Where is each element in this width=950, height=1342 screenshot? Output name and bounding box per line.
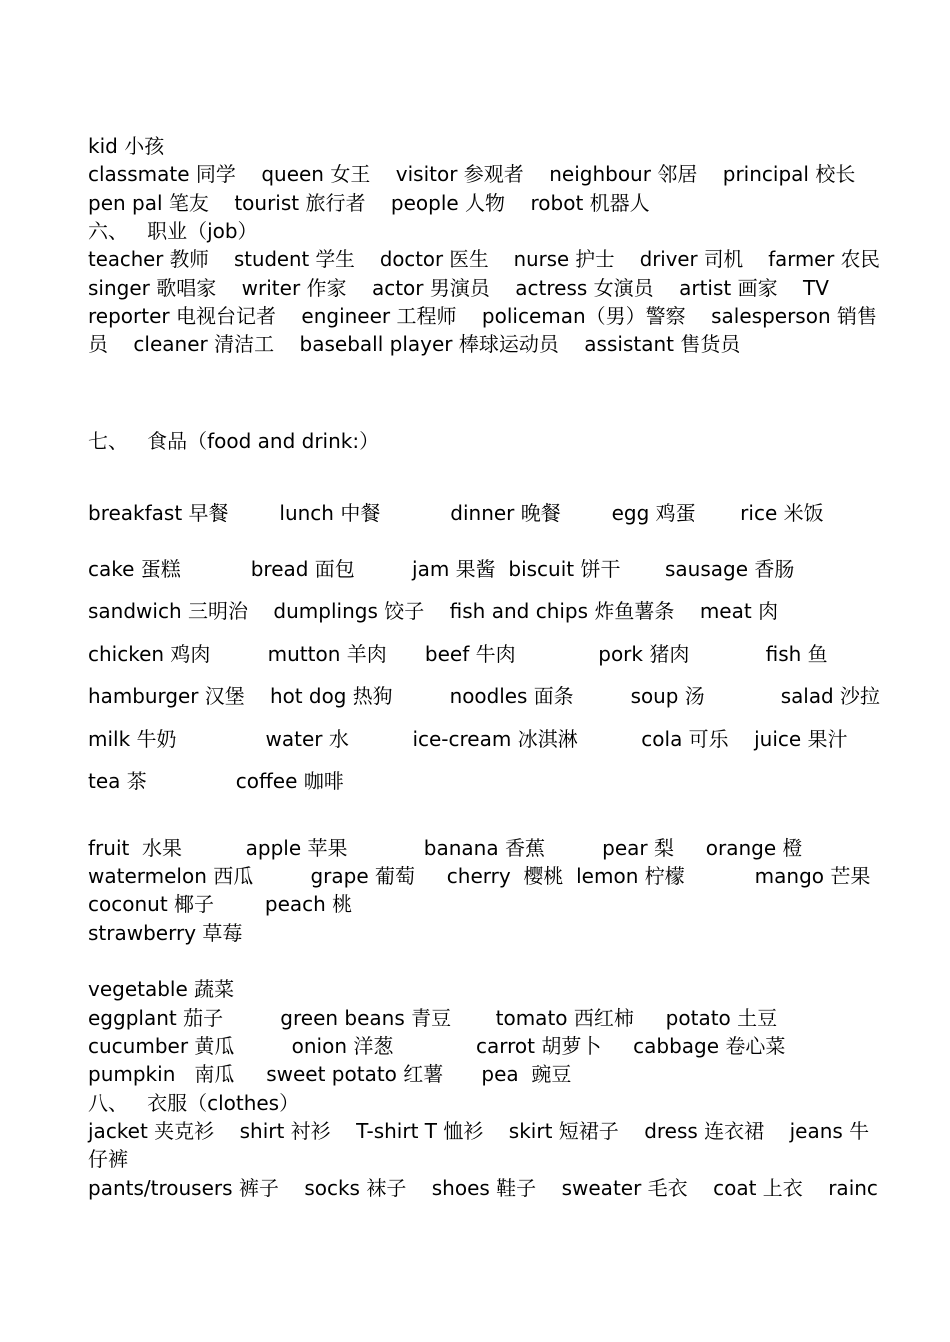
text-line: kid 小孩	[88, 134, 165, 158]
section-heading: 八、 衣服（clothes）	[88, 1091, 300, 1115]
text-line: vegetable 蔬菜	[88, 977, 235, 1001]
text-line: pen pal 笔友 tourist 旅行者 people 人物 robot 机器人	[88, 191, 650, 215]
text-line: pumpkin 南瓜 sweet potato 红薯 pea 豌豆	[88, 1062, 572, 1086]
text-line: eggplant 茄子 green beans 青豆 tomato 西红柿 potato 土豆	[88, 1006, 778, 1030]
text-line: milk 牛奶 water 水 ice-cream 冰淇淋 cola 可乐 juice 果汁	[88, 727, 848, 751]
text-line: hamburger 汉堡 hot dog 热狗 noodles 面条 soup 汤 salad 沙拉	[88, 684, 880, 708]
text-line: watermelon 西瓜 grape 葡萄 cherry 樱桃 lemon 柠檬 mango 芒果	[88, 864, 871, 888]
section-heading: 六、 职业（job）	[88, 219, 258, 243]
text-line: sandwich 三明治 dumplings 饺子 fish and chips 炸鱼薯条 meat 肉	[88, 599, 779, 623]
section-heading: 七、 食品（food and drink:）	[88, 429, 380, 453]
text-line: coconut 椰子 peach 桃	[88, 892, 353, 916]
text-line: breakfast 早餐 lunch 中餐 dinner 晚餐 egg 鸡蛋 rice 米饭	[88, 501, 824, 525]
text-line: pants/trousers 裤子 socks 袜子 shoes 鞋子 sweater 毛衣 coat 上衣 rainc	[88, 1176, 878, 1200]
text-line: classmate 同学 queen 女王 visitor 参观者 neighbour 邻居 principal 校长	[88, 162, 856, 186]
text-line: 仔裤	[88, 1147, 128, 1171]
text-line: cake 蛋糕 bread 面包 jam 果酱 biscuit 饼干 sausage 香肠	[88, 557, 795, 581]
text-line: singer 歌唱家 writer 作家 actor 男演员 actress 女演员 artist 画家 TV	[88, 276, 829, 300]
text-line: fruit 水果 apple 苹果 banana 香蕉 pear 梨 orange 橙	[88, 836, 803, 860]
text-line: cucumber 黄瓜 onion 洋葱 carrot 胡萝卜 cabbage 卷心菜	[88, 1034, 786, 1058]
text-line: chicken 鸡肉 mutton 羊肉 beef 牛肉 pork 猪肉 fish 鱼	[88, 642, 828, 666]
text-line: teacher 教师 student 学生 doctor 医生 nurse 护士 driver 司机 farmer 农民	[88, 247, 880, 271]
text-line: tea 茶 coffee 咖啡	[88, 769, 344, 793]
text-line: jacket 夹克衫 shirt 衬衫 T-shirt T 恤衫 skirt 短裙子 dress 连衣裙 jeans 牛	[88, 1119, 870, 1143]
text-line: 员 cleaner 清洁工 baseball player 棒球运动员 assistant 售货员	[88, 332, 741, 356]
text-line: reporter 电视台记者 engineer 工程师 policeman（男）警察 salesperson 销售	[88, 304, 877, 328]
text-line: strawberry 草莓	[88, 921, 243, 945]
